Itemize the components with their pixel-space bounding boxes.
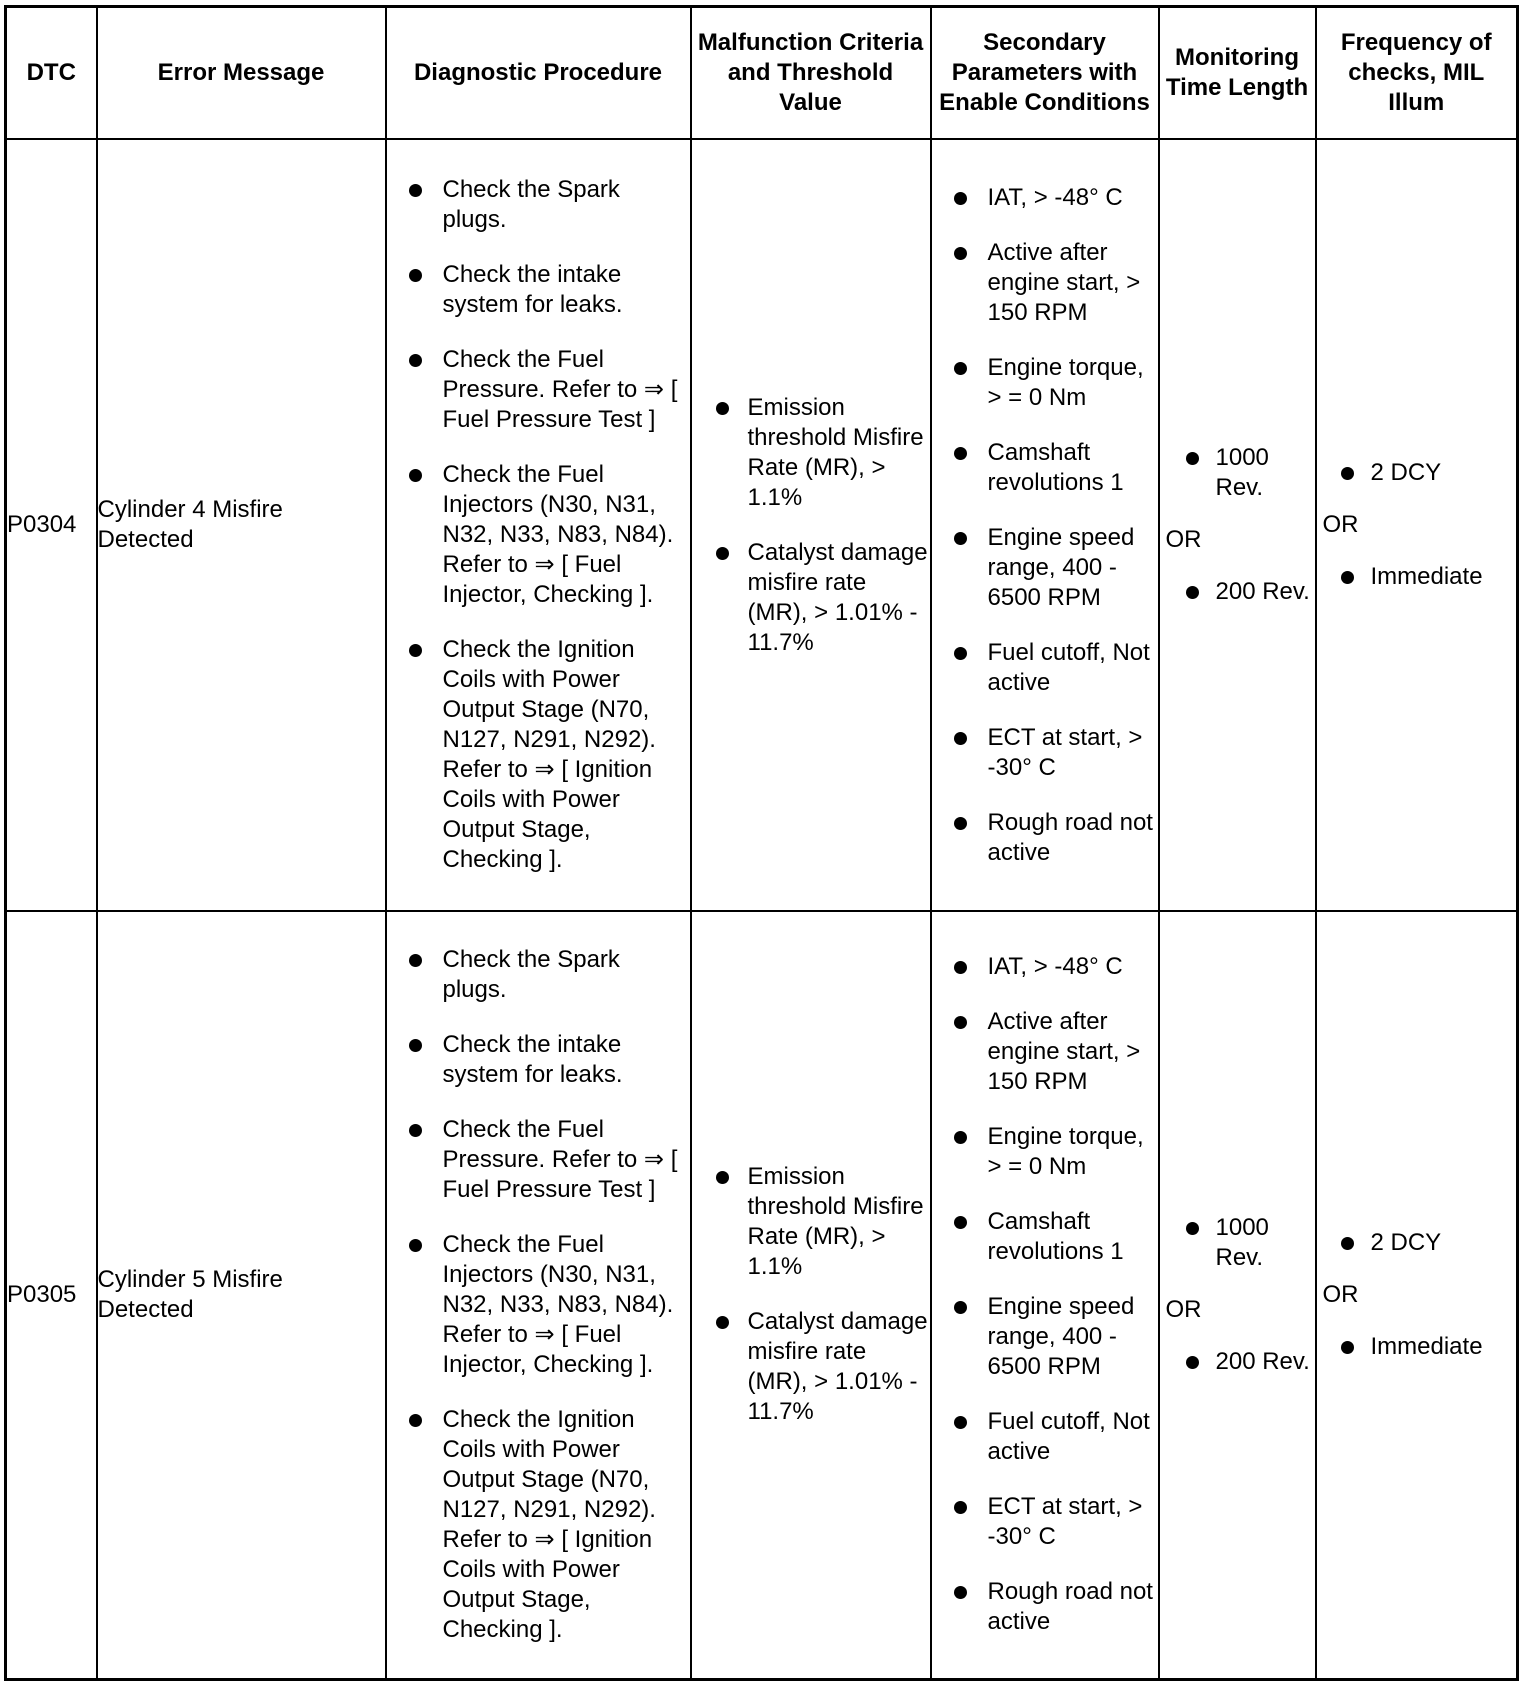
procedure-step: Check the Fuel Pressure. Refer to ⇒ [ Fuel Pressure Test ]: [387, 345, 690, 435]
frequency-cell: [1316, 139, 1518, 911]
dtc-code-cell: P0304: [6, 139, 97, 911]
or-separator: OR: [1322, 511, 1359, 538]
or-separator: OR: [1165, 526, 1202, 553]
secondary-parameter: IAT, > -48° C: [932, 952, 1158, 982]
monitoring-option: 1000 Rev.: [1160, 443, 1315, 503]
malfunction-criteria-cell: [691, 911, 931, 1679]
monitoring-time-cell: [1159, 139, 1316, 911]
secondary-parameters-cell: [931, 139, 1159, 911]
secondary-parameter: Camshaft revolutions 1: [932, 1207, 1158, 1267]
header-row: [6, 7, 1518, 140]
frequency-option: 2 DCY: [1317, 1228, 1517, 1258]
header-diagnostic-procedure: Diagnostic Procedure: [386, 7, 691, 140]
criteria-item: Emission threshold Misfire Rate (MR), > 1.1%: [692, 1162, 930, 1282]
frequency-option: Immediate: [1317, 1332, 1517, 1362]
procedure-step: Check the Spark plugs.: [387, 175, 690, 235]
criteria-item: Catalyst damage misfire rate (MR), > 1.01% - 11.7%: [692, 1307, 930, 1427]
header-error-message: Error Message: [97, 7, 386, 140]
secondary-parameter: Camshaft revolutions 1: [932, 438, 1158, 498]
or-separator: OR: [1322, 1280, 1359, 1308]
monitoring-option: 200 Rev.: [1160, 577, 1315, 607]
frequency-option: Immediate: [1317, 562, 1517, 592]
diagnostic-procedure-cell: [386, 911, 691, 1679]
dtc-code-cell: P0305: [6, 911, 97, 1679]
table-row: [6, 139, 1518, 911]
secondary-parameter: Rough road not active: [932, 1577, 1158, 1637]
header-frequency: Frequency of checks, MIL Illum: [1316, 7, 1518, 140]
procedure-step: Check the intake system for leaks.: [387, 1030, 690, 1090]
frequency-option: 2 DCY: [1317, 458, 1517, 488]
monitoring-option: 1000 Rev.: [1160, 1213, 1315, 1273]
secondary-parameter: ECT at start, > -30° C: [932, 723, 1158, 783]
procedure-step: Check the Spark plugs.: [387, 945, 690, 1005]
error-message-cell: Cylinder 4 Misfire Detected: [97, 139, 386, 911]
dtc-table: [4, 5, 1519, 1681]
procedure-step: Check the intake system for leaks.: [387, 260, 690, 320]
diagnostic-procedure-cell: [386, 139, 691, 911]
error-message-cell: Cylinder 5 Misfire Detected: [97, 911, 386, 1679]
secondary-parameter: Active after engine start, > 150 RPM: [932, 238, 1158, 328]
secondary-parameter: ECT at start, > -30° C: [932, 1492, 1158, 1552]
secondary-parameters-cell: [931, 911, 1159, 1679]
header-dtc: DTC: [6, 7, 97, 140]
secondary-parameter: IAT, > -48° C: [932, 183, 1158, 213]
header-monitoring-time: Monitoring Time Length: [1159, 7, 1316, 140]
secondary-parameter: Engine speed range, 400 - 6500 RPM: [932, 1292, 1158, 1382]
secondary-parameter: Engine torque, > = 0 Nm: [932, 353, 1158, 413]
frequency-cell: [1316, 911, 1518, 1679]
malfunction-criteria-cell: [691, 139, 931, 911]
monitoring-time-cell: [1159, 911, 1316, 1679]
secondary-parameter: Fuel cutoff, Not active: [932, 638, 1158, 698]
secondary-parameter: Engine torque, > = 0 Nm: [932, 1122, 1158, 1182]
header-secondary-parameters: Secondary Parameters with Enable Conditions: [931, 7, 1159, 140]
procedure-step: Check the Ignition Coils with Power Output Stage (N70, N127, N291, N292). Refer to ⇒ [ Ignition Coils with Power Output Stage, Checking ].: [387, 1405, 690, 1645]
header-malfunction-criteria: Malfunction Criteria and Threshold Value: [691, 7, 931, 140]
secondary-parameter: Rough road not active: [932, 808, 1158, 868]
procedure-step: Check the Fuel Pressure. Refer to ⇒ [ Fuel Pressure Test ]: [387, 1115, 690, 1205]
or-separator: OR: [1165, 1295, 1202, 1323]
procedure-step: Check the Fuel Injectors (N30, N31, N32, N33, N83, N84). Refer to ⇒ [ Fuel Injector, Checking ].: [387, 460, 690, 610]
criteria-item: Emission threshold Misfire Rate (MR), > 1.1%: [692, 393, 930, 513]
monitoring-option: 200 Rev.: [1160, 1347, 1315, 1377]
procedure-step: Check the Ignition Coils with Power Output Stage (N70, N127, N291, N292). Refer to ⇒ [ Ignition Coils with Power Output Stage, Checking ].: [387, 635, 690, 875]
criteria-item: Catalyst damage misfire rate (MR), > 1.01% - 11.7%: [692, 538, 930, 658]
secondary-parameter: Fuel cutoff, Not active: [932, 1407, 1158, 1467]
procedure-step: Check the Fuel Injectors (N30, N31, N32, N33, N83, N84). Refer to ⇒ [ Fuel Injector, Checking ].: [387, 1230, 690, 1380]
secondary-parameter: Engine speed range, 400 - 6500 RPM: [932, 523, 1158, 613]
table-row: [6, 911, 1518, 1679]
secondary-parameter: Active after engine start, > 150 RPM: [932, 1007, 1158, 1097]
